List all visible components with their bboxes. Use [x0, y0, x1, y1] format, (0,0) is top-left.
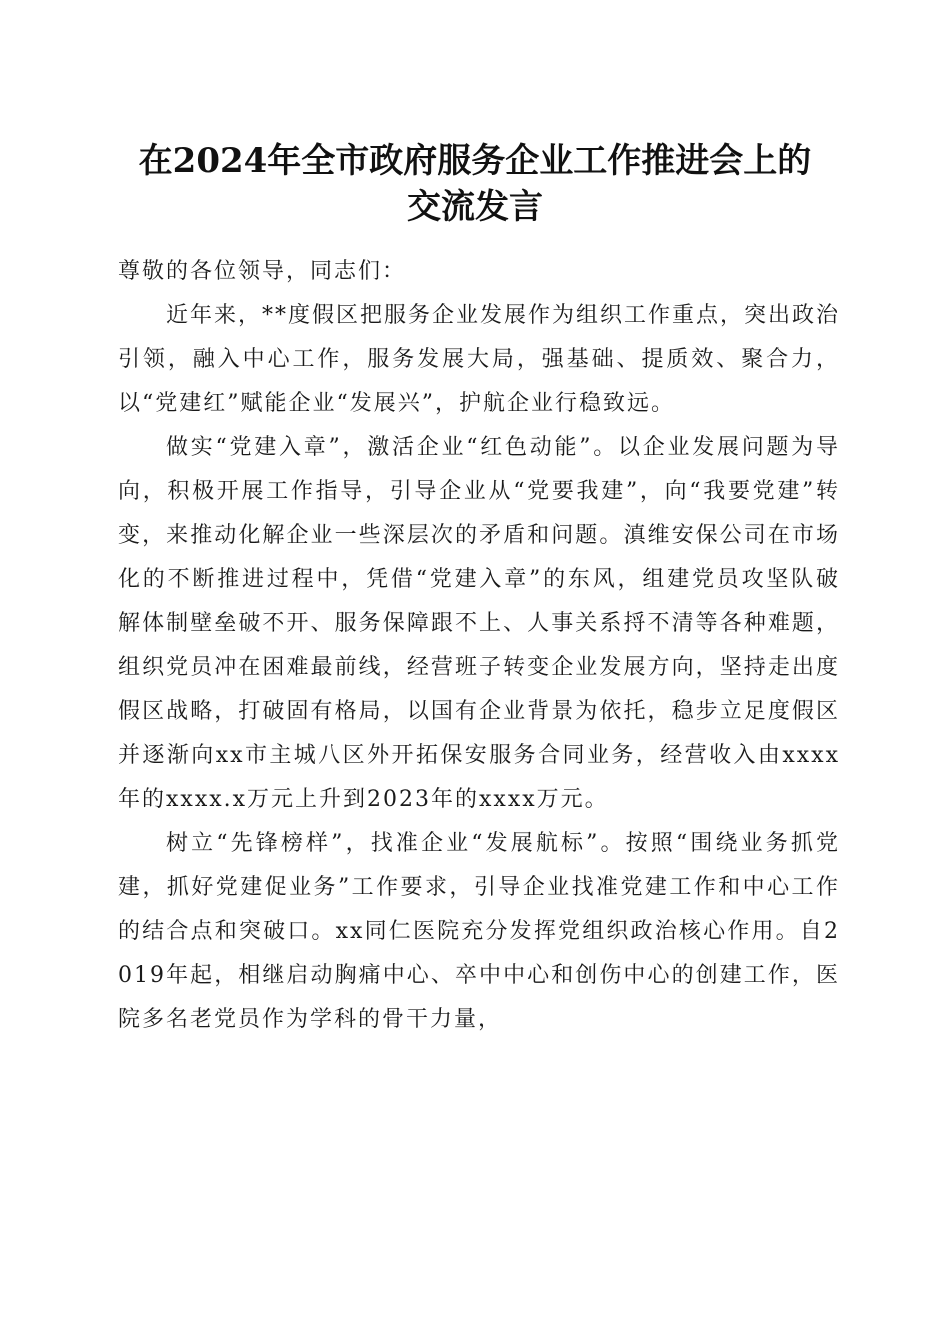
- document-body: [118, 250, 840, 1042]
- title-line-2: 交流发言: [407, 187, 543, 227]
- paragraph-party-charter: 做实“党建入章”，激活企业“红色动能”。以企业发展问题为导向，积极开展工作指导，引导企业从“党要我建”，向“我要党建”转变，来推动化解企业一些深层次的矛盾和问题。滇维安保公司在市场化的不断推进过程中，凭借“党建入章”的东风，组建党员攻坚队破解体制壁垒破不开、服务保障跟不上、人事关系捋不清等各种难题，组织党员冲在困难最前线，经营班子转变企业发展方向，坚持走出度假区战略，打破固有格局，以国有企业背景为依托，稳步立足度假区并逐渐向xx市主城八区外开拓保安服务合同业务，经营收入由xxxx年的xxxx.x万元上升到2023年的xxxx万元。: [118, 435, 840, 812]
- paragraph-pioneer-model: 树立“先锋榜样”，找准企业“发展航标”。按照“围绕业务抓党建，抓好党建促业务”工作要求，引导企业找准党建工作和中心工作的结合点和突破口。xx同仁医院充分发挥党组织政治核心作用。自2019年起，相继启动胸痛中心、卒中中心和创伤中心的创建工作，医院多名老党员作为学科的骨干力量，: [118, 831, 840, 1032]
- salutation: 尊敬的各位领导，同志们：: [118, 259, 407, 284]
- document-title: [60, 138, 890, 230]
- title-line-1: 在2024年全市政府服务企业工作推进会上的: [138, 141, 812, 181]
- paragraph-intro: 近年来，**度假区把服务企业发展作为组织工作重点，突出政治引领，融入中心工作，服务发展大局，强基础、提质效、聚合力，以“党建红”赋能企业“发展兴”，护航企业行稳致远。: [118, 303, 841, 416]
